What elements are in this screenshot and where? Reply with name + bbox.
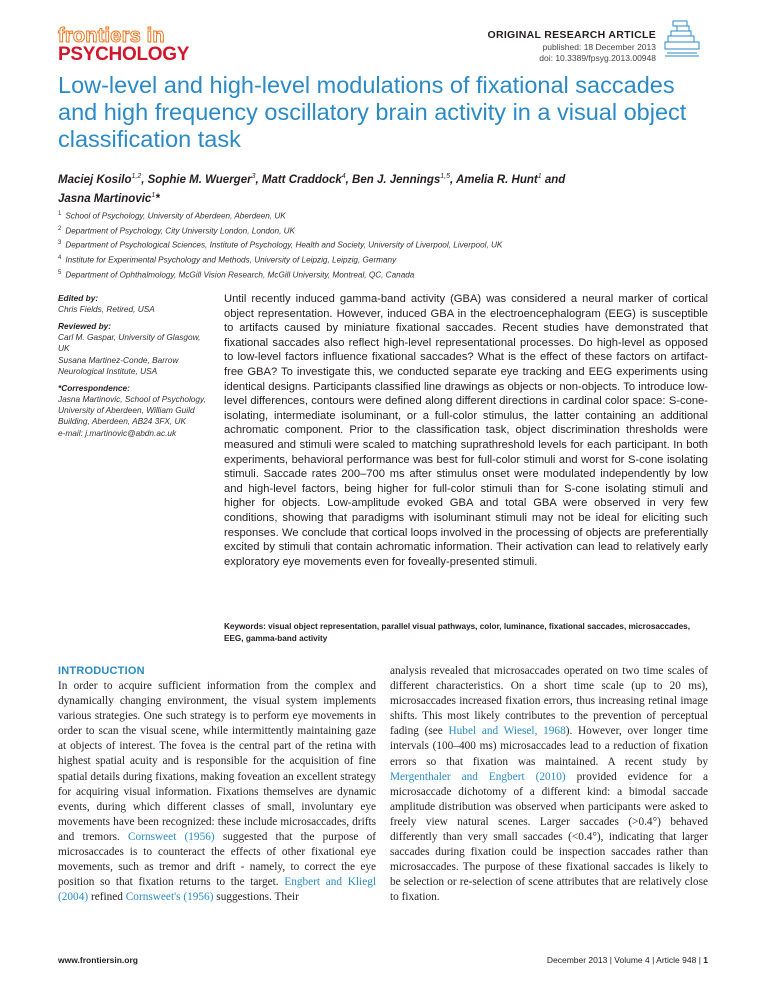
citation-link[interactable]: Hubel and Wiesel, 1968 — [448, 725, 566, 738]
edited-by: Chris Fields, Retired, USA — [58, 304, 155, 314]
section-heading-introduction: INTRODUCTION — [58, 665, 145, 677]
correspondence-email[interactable]: e-mail: j.martinovic@abdn.ac.uk — [58, 427, 177, 438]
author[interactable]: Sophie M. Wuerger$^3$ — [147, 173, 256, 186]
article-meta — [487, 29, 656, 64]
stacked-books-icon — [663, 19, 701, 59]
affiliation: $^1$ School of Psychology, University of Aberdeen, Aberdeen, UK — [58, 211, 286, 221]
journal-logo — [58, 27, 188, 65]
body-column-right — [390, 664, 708, 906]
citation-link[interactable]: Cornsweet's (1956) — [125, 891, 214, 904]
footer-website-link[interactable]: www.frontiersin.org — [58, 955, 138, 965]
doi[interactable]: doi: 10.3389/fpsyg.2013.00948 — [539, 53, 656, 63]
edited-by-label: Edited by: — [58, 293, 99, 303]
abstract: Until recently induced gamma-band activity (GBA) was considered a neural marker of cortical object representation. However, induced GBA in the electroencephalogram (EEG) is susceptible to artifacts caused by miniature fixational saccades. Recent studies have demonstrated that fixational saccades also reflect high-level representational processes. Do high-level as opposed to low-level factors influence fixational saccades? What is the effect of these factors on artifact-free GBA? To investigate this, we conducted separate eye tracking and EEG experiments using identical designs. Participants classified line drawings as objects or non-objects. To introduce low-level differences, contours were defined along different directions in cardinal color space: S-cone-isolating, intermediate isoluminant, or a full-color stimulus, the latter containing an additional achromatic component. Prior to the classification task, object discrimination thresholds were measured and stimuli were scaled to matching suprathreshold levels for each participant. In both experiments, behavioral performance was best for full-color stimuli and worst for S-cone isolating stimuli. Saccade rates 200–700 ms after stimulus onset were modulated independently by low and high-level factors, being higher for full-color stimuli than for S-cone isolating stimuli and higher for objects. Low-amplitude evoked GBA and total GBA were observed in very few conditions, showing that paradigms with isoluminant stimuli may not be ideal for eliciting such responses. We conclude that cortical loops involved in the processing of objects are preferentially excited by stimuli that contain achromatic information. Their activation can lead to relatively early exploratory eye movements even for foveally-presented stimuli. — [224, 293, 708, 568]
affiliation: $^3$ Department of Psychological Sciences, Institute of Psychology, Health and Society, University of Liverpool, Liverpool, UK — [58, 240, 503, 251]
published-date: published: 18 December 2013 — [542, 42, 656, 52]
author[interactable]: Amelia R. Hunt$^1$ — [455, 173, 542, 186]
affiliation: $^2$ Department of Psychology, City University London, London, UK — [58, 225, 296, 236]
citation-link[interactable]: Mergenthaler and Engbert (2010) — [390, 770, 566, 783]
reviewed-by-label: Reviewed by: — [58, 321, 112, 332]
keywords-label: Keywords: — [224, 622, 266, 631]
author-list: Maciej Kosilo$^{1,2}$, Sophie M. Wuerger$^3$, Matt Craddock$^4$, Ben J. Jennings$^{1,5}$, Amelia R. Hunt$^1$ and Jasna Martinovic$^1$* — [58, 173, 566, 205]
reviewer: Carl M. Gaspar, University of Glasgow, UK — [58, 332, 201, 354]
author[interactable]: Maciej Kosilo$^{1,2}$ — [58, 173, 142, 186]
author[interactable]: Ben J. Jennings$^{1,5}$ — [352, 173, 450, 186]
reviewer: Susana Martinez-Conde, Barrow Neurological Institute, USA — [58, 354, 179, 376]
logo-frontiers-text: frontiers in — [58, 25, 165, 47]
correspondence-label: *Correspondence: — [58, 383, 130, 394]
body-column-left — [58, 664, 376, 905]
body-paragraph: In order to acquire sufficient information from the complex and dynamically changing environment, the visual system implements various strategies. One such strategy is to perform eye movements in order to scan the visual scene, while intermittently maintaining gaze at objects of interest. The fovea is the central part of the retina with highest spatial acuity and is responsible for the acquisition of fine spatial details during fixations, making foveation an excellent strategy for acquiring visual information. Fixations themselves are dynamic events, during which different classes of small, involuntary eye movements have been recognized: these include microsaccades, drifts and tremors. Cornsweet (1956) suggested that the purpose of microsaccades is to counteract the effects of other fixational eye movements, such as tremor and drift - namely, to correct the eye position so that fixation returns to the target. Engbert and Kliegl (2004) refined Cornsweet's (1956) suggestions. Their — [58, 680, 377, 904]
logo-journal-name: PSYCHOLOGY — [58, 44, 190, 65]
keywords-text: visual object representation, parallel visual pathways, color, luminance, fixational saccades, microsaccades, EEG, gamma-band activity — [224, 622, 690, 643]
article-type: ORIGINAL RESEARCH ARTICLE — [487, 29, 656, 41]
affiliation: $^4$ Institute for Experimental Psychology and Methods, University of Leipzig, Leipzig, Germany — [58, 255, 397, 265]
citation-link[interactable]: Engbert and Kliegl (2004) — [58, 876, 376, 904]
keywords — [224, 621, 708, 644]
body-paragraph: analysis revealed that microsaccades operated on two time scales of different characteristics. On a short time scale (up to 20 ms), microsaccades increased fixation errors, thus increasing retinal image shifts. This most likely contributes to the prevention of perceptual fading (see Hubel and Wiesel, 1968). However, over longer time intervals (100–400 ms) microsaccades lead to a reduction of fixation errors so that fixation was maintained. A recent study by Mergenthaler and Engbert (2010) provided evidence for a microsaccade dichotomy of a different kind: a bimodal saccade amplitude distribution was observed when participants were asked to freely view natural scenes. Larger saccades (>0.4°) behaved differently than very small saccades (<0.4°), indicating that larger saccades during fixation could be inspection saccades rather than microsaccades. The purpose of these fixational saccades is likely to be selection or re-selection of scene attributes that are relatively close to fixation. — [390, 665, 709, 904]
editorial-sidebar — [58, 293, 208, 445]
affiliation: $^5$ Department of Ophthalmology, McGill Vision Research, McGill University, Montreal, QC, Canada — [58, 269, 415, 280]
footer-issue-info: December 2013 | Volume 4 | Article 948 | 1 — [546, 955, 708, 965]
author[interactable]: Jasna Martinovic$^1$ — [58, 191, 156, 205]
page-number: 1 — [703, 955, 708, 965]
author[interactable]: Matt Craddock$^4$ — [261, 173, 346, 186]
affiliations — [58, 208, 708, 282]
correspondence-address: Jasna Martinovic, School of Psychology, University of Aberdeen, William Guild Building, Aberdeen, AB24 3FX, UK — [58, 394, 206, 427]
article-title: Low-level and high-level modulations of fixational saccades and high frequency oscillatory brain activity in a visual object classification task — [58, 72, 687, 152]
page-footer — [58, 955, 708, 969]
citation-link[interactable]: Cornsweet (1956) — [128, 830, 215, 843]
